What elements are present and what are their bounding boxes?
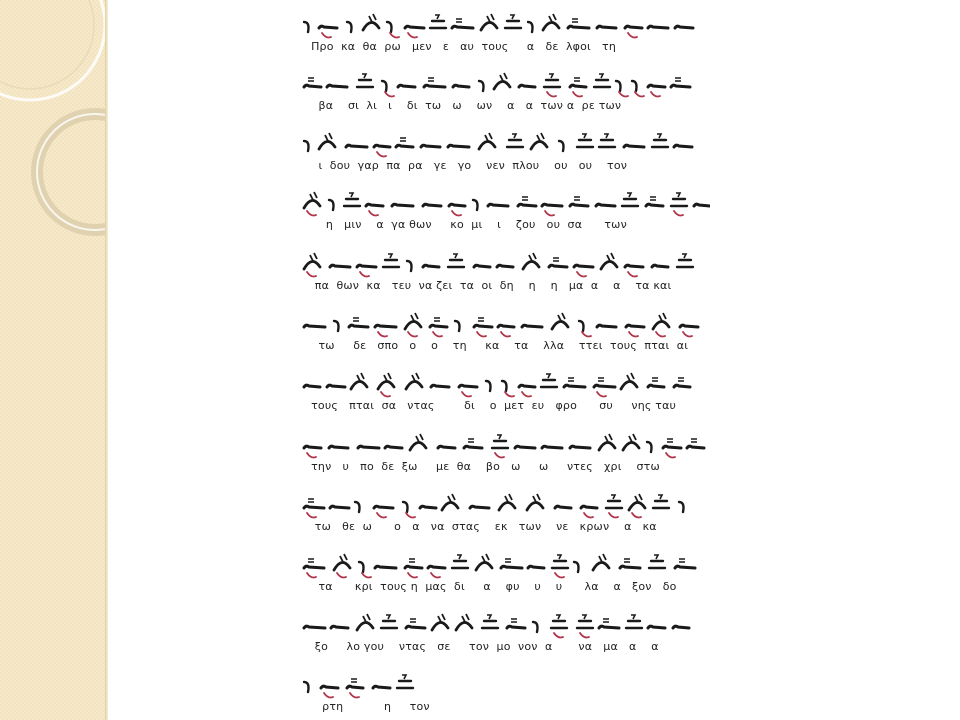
- neume-glyph: [568, 19, 589, 28]
- neume-line: [300, 367, 710, 403]
- neume-line: [300, 307, 710, 343]
- neume-glyph: [570, 78, 586, 97]
- lyric-line: η μιν α γα θων κο μι ι ζου ου σα των: [300, 218, 627, 231]
- neume-glyph: [694, 204, 710, 206]
- neume-glyph: [624, 145, 644, 147]
- neume-glyph: [687, 439, 704, 448]
- neume-glyph: [648, 626, 665, 628]
- neume-line: [300, 548, 710, 584]
- neume-glyph: [304, 626, 325, 628]
- neume-glyph: [357, 265, 376, 276]
- neume-glyph: [448, 254, 464, 267]
- neume-glyph: [476, 554, 492, 570]
- neume-glyph: [597, 325, 616, 327]
- lyric-line: τω θε ω ο α να στας εκ των νε κρων α κα: [300, 520, 657, 533]
- neume-glyph: [499, 494, 515, 510]
- neume-glyph: [533, 622, 538, 632]
- neume-glyphs: [300, 548, 710, 584]
- neume-glyph: [622, 193, 638, 206]
- lyric-line: ι δου γαρ πα ρα γε γο νεν πλου ου ου τον: [300, 159, 628, 172]
- neume-glyph: [680, 325, 698, 336]
- neume-glyph: [432, 614, 448, 630]
- neume-glyph: [653, 313, 669, 337]
- lyric-line: βα σι λι ι δι τω ω ων α α των α ρε των: [300, 99, 622, 112]
- neume-glyph: [599, 434, 615, 450]
- neume-glyph: [596, 204, 615, 206]
- neume-glyph: [355, 502, 360, 512]
- neume-glyph: [375, 566, 396, 568]
- neume-glyph: [523, 253, 539, 269]
- neume-glyphs: [300, 127, 710, 163]
- neume-glyph: [464, 439, 482, 448]
- neume-glyph: [327, 85, 347, 87]
- neume-glyph: [330, 265, 350, 267]
- neume-glyph: [551, 615, 567, 638]
- neume-glyphs: [300, 608, 710, 644]
- neume-glyph: [541, 374, 557, 387]
- neume-glyph: [452, 555, 468, 568]
- neume-glyph: [452, 19, 473, 28]
- neume-glyph: [623, 434, 639, 450]
- neume-line: [300, 186, 710, 222]
- lyric-line: τους πται σα ντας δι ο μετ ευ φρο συ νης ταυ: [300, 399, 677, 412]
- neume-glyph: [374, 506, 393, 517]
- neume-glyph: [549, 258, 567, 267]
- neume-glyph: [344, 193, 360, 206]
- neume-glyph: [522, 325, 542, 327]
- neume-glyph: [474, 318, 492, 337]
- neume-line: [300, 668, 710, 704]
- neume-glyph: [528, 22, 533, 32]
- neume-glyph: [392, 204, 413, 206]
- lyric-line: ρτη η τον: [300, 700, 430, 713]
- neume-glyph: [474, 265, 490, 267]
- neume-glyph: [347, 22, 352, 32]
- neume-glyph: [329, 446, 348, 448]
- lyric-line: τα κρι τους η μας δι α φυ υ υ λα α ξον δο: [300, 580, 677, 593]
- neume-glyph: [648, 378, 664, 387]
- neume-glyph: [518, 197, 536, 206]
- neume-glyph: [674, 145, 692, 147]
- lyric-line: την υ πο δε ξω με θα βο ω ω ντες χρι στω: [300, 460, 660, 473]
- neume-glyph: [648, 26, 668, 28]
- neume-glyph: [649, 555, 665, 568]
- neume-glyph: [430, 318, 447, 337]
- neume-glyph: [438, 446, 455, 448]
- neume-glyph: [481, 14, 497, 30]
- neume-glyph: [626, 615, 642, 628]
- neume-glyph: [542, 446, 562, 448]
- neume-glyph: [625, 26, 642, 37]
- neume-glyph: [347, 679, 363, 698]
- neume-glyph: [363, 14, 379, 30]
- neume-glyph: [677, 254, 693, 267]
- neume-glyph: [653, 495, 669, 508]
- neume-glyph: [528, 566, 544, 568]
- neume-glyph: [423, 265, 439, 267]
- neume-glyph: [373, 686, 390, 688]
- neume-glyph: [423, 204, 441, 206]
- neume-glyph: [329, 200, 334, 210]
- side-panel-edge: [105, 0, 108, 720]
- neume-glyph: [652, 134, 668, 147]
- neume-glyph: [674, 378, 690, 387]
- neume-glyph: [632, 81, 644, 97]
- neume-glyph: [304, 385, 320, 387]
- lyric-line: Προ κα θα ρω μεν ε αυ τους α δε λφοι τη: [300, 40, 617, 53]
- neume-glyph: [327, 385, 345, 387]
- neume-glyph: [626, 325, 644, 336]
- neume-glyph: [671, 78, 690, 87]
- neume-line: [300, 488, 710, 524]
- neume-glyph: [383, 254, 399, 267]
- neume-glyph: [455, 321, 460, 331]
- neume-glyph: [351, 373, 367, 389]
- neume-glyph: [675, 26, 693, 28]
- neume-glyph: [542, 204, 562, 215]
- neume-glyph: [597, 26, 616, 28]
- neume-glyph: [459, 385, 477, 396]
- neume-glyph: [494, 73, 510, 89]
- neume-glyph: [387, 22, 399, 38]
- neume-line: [300, 428, 710, 464]
- neume-glyphs: [300, 247, 710, 283]
- neume-glyph: [663, 439, 681, 458]
- neume-glyph: [428, 566, 445, 577]
- neume-glyph: [479, 133, 495, 149]
- decorative-side-panel: [0, 0, 105, 720]
- neume-glyph: [570, 197, 588, 206]
- neume-glyph: [405, 313, 421, 337]
- neume-glyph: [410, 434, 426, 450]
- neume-glyphs: [300, 186, 710, 222]
- neume-glyph: [488, 204, 508, 206]
- neume-glyph: [359, 562, 371, 578]
- neume-glyph: [648, 85, 665, 96]
- neume-glyph: [621, 373, 637, 389]
- neume-glyph: [304, 682, 309, 692]
- neume-glyph: [304, 499, 324, 518]
- neume-glyph: [304, 253, 320, 277]
- neume-glyph: [330, 506, 349, 508]
- neume-glyphs: [300, 367, 710, 403]
- neume-glyph: [456, 614, 472, 630]
- neume-glyph: [420, 506, 436, 508]
- neume-glyph: [606, 495, 622, 518]
- neume-glyphs: [300, 307, 710, 343]
- neume-glyphs: [300, 668, 710, 704]
- neume-glyph: [519, 385, 535, 396]
- neume-glyph: [507, 134, 523, 147]
- neume-glyph: [357, 614, 373, 630]
- neume-glyph: [519, 85, 535, 87]
- neume-glyph: [505, 15, 521, 28]
- neume-glyph: [492, 435, 508, 458]
- neume-glyph: [673, 626, 689, 628]
- byzantine-score: [300, 0, 710, 720]
- neume-glyph: [382, 81, 394, 97]
- neume-glyph: [574, 562, 579, 572]
- neume-glyph: [357, 74, 373, 87]
- neume-glyph: [378, 373, 394, 397]
- neume-glyphs: [300, 8, 710, 44]
- neume-glyph: [407, 261, 412, 271]
- neume-glyph: [527, 494, 543, 510]
- neume-glyph: [304, 78, 321, 87]
- neume-glyph: [321, 686, 338, 697]
- neume-glyph: [405, 559, 422, 578]
- neume-glyph: [442, 494, 458, 510]
- neume-glyph: [405, 26, 424, 37]
- neume-line: [300, 127, 710, 163]
- neume-glyph: [501, 559, 522, 568]
- neume-glyphs: [300, 428, 710, 464]
- lyric-line: πα θων κα τευ να ζει τα οι δη η η μα α α τα και: [300, 279, 672, 292]
- neume-glyph: [334, 321, 339, 331]
- neume-glyph: [453, 85, 469, 87]
- neume-glyph: [629, 494, 645, 518]
- neume-glyph: [304, 325, 325, 327]
- neume-glyph: [577, 134, 593, 147]
- neume-glyph: [671, 193, 687, 216]
- neume-glyph: [406, 373, 422, 389]
- neume-glyph: [381, 615, 397, 628]
- neume-glyph: [543, 14, 559, 30]
- neume-glyph: [579, 321, 591, 337]
- neume-glyph: [507, 619, 525, 628]
- neume-glyph: [331, 626, 348, 628]
- neume-glyph: [430, 15, 446, 28]
- neume-glyphs: [300, 488, 710, 524]
- neume-glyph: [652, 265, 668, 267]
- neume-glyph: [581, 506, 597, 517]
- neume-glyph: [366, 204, 383, 215]
- neume-glyph: [304, 559, 324, 578]
- neume-glyph: [349, 318, 368, 327]
- neume-glyph: [647, 442, 652, 452]
- neume-glyph: [448, 145, 469, 147]
- neume-glyph: [403, 502, 415, 518]
- neume-glyph: [385, 446, 402, 448]
- neume-glyph: [555, 506, 571, 508]
- neume-glyph: [564, 378, 585, 387]
- neume-glyph: [346, 145, 367, 147]
- neume-glyph: [374, 145, 390, 156]
- neume-glyph: [515, 446, 535, 448]
- neume-glyph: [319, 26, 337, 37]
- neume-glyph: [358, 446, 379, 448]
- neume-glyph: [406, 619, 425, 628]
- neume-glyph: [502, 381, 514, 397]
- neume-glyph: [486, 381, 491, 391]
- neume-glyph: [679, 502, 684, 512]
- neume-glyph: [375, 325, 396, 336]
- neume-glyph: [577, 615, 593, 638]
- neume-line: [300, 67, 710, 103]
- neume-glyph: [398, 85, 415, 87]
- neume-glyph: [552, 313, 568, 329]
- neume-glyph: [304, 446, 321, 457]
- neume-glyph: [599, 619, 619, 628]
- neume-glyph: [421, 145, 440, 147]
- neume-glyph: [498, 325, 514, 336]
- neume-glyph: [470, 506, 489, 508]
- neume-glyph: [449, 204, 465, 215]
- neume-glyph: [319, 133, 335, 149]
- neume-glyph: [552, 555, 568, 578]
- neume-glyph: [531, 133, 547, 149]
- neume-glyph: [397, 675, 413, 688]
- neume-glyph: [675, 559, 695, 568]
- neume-line: [300, 247, 710, 283]
- decorative-circles: [0, 0, 105, 260]
- neume-glyph: [599, 134, 615, 147]
- neume-glyph: [544, 74, 560, 97]
- neume-glyph: [625, 265, 643, 276]
- neume-glyph: [431, 385, 449, 387]
- neume-line: [300, 608, 710, 644]
- neume-glyph: [646, 197, 663, 206]
- neume-glyph: [473, 200, 478, 210]
- neume-glyph: [594, 378, 615, 397]
- neume-glyph: [601, 253, 617, 269]
- neume-line: [300, 8, 710, 44]
- lyric-line: τω δε σπο ο ο τη κα τα λλα ττει τους πται αι: [300, 339, 689, 352]
- neume-glyph: [396, 138, 413, 147]
- lyric-line: ξο λο γου ντας σε τον μο νον α να μα α α: [300, 640, 659, 653]
- neume-glyph: [304, 141, 309, 151]
- neume-glyph: [570, 446, 590, 448]
- neume-glyph: [594, 74, 610, 87]
- neume-glyph: [497, 265, 513, 267]
- neume-glyph: [304, 22, 309, 32]
- neume-glyph: [304, 192, 320, 216]
- neume-glyph: [334, 554, 350, 578]
- neume-glyphs: [300, 67, 710, 103]
- neume-glyph: [616, 81, 628, 97]
- neume-glyph: [574, 265, 593, 276]
- neume-glyph: [482, 615, 498, 628]
- neume-glyph: [424, 78, 445, 87]
- neume-glyph: [620, 559, 640, 568]
- neume-glyph: [559, 141, 564, 151]
- neume-glyph: [593, 554, 609, 570]
- neume-glyph: [479, 81, 484, 91]
